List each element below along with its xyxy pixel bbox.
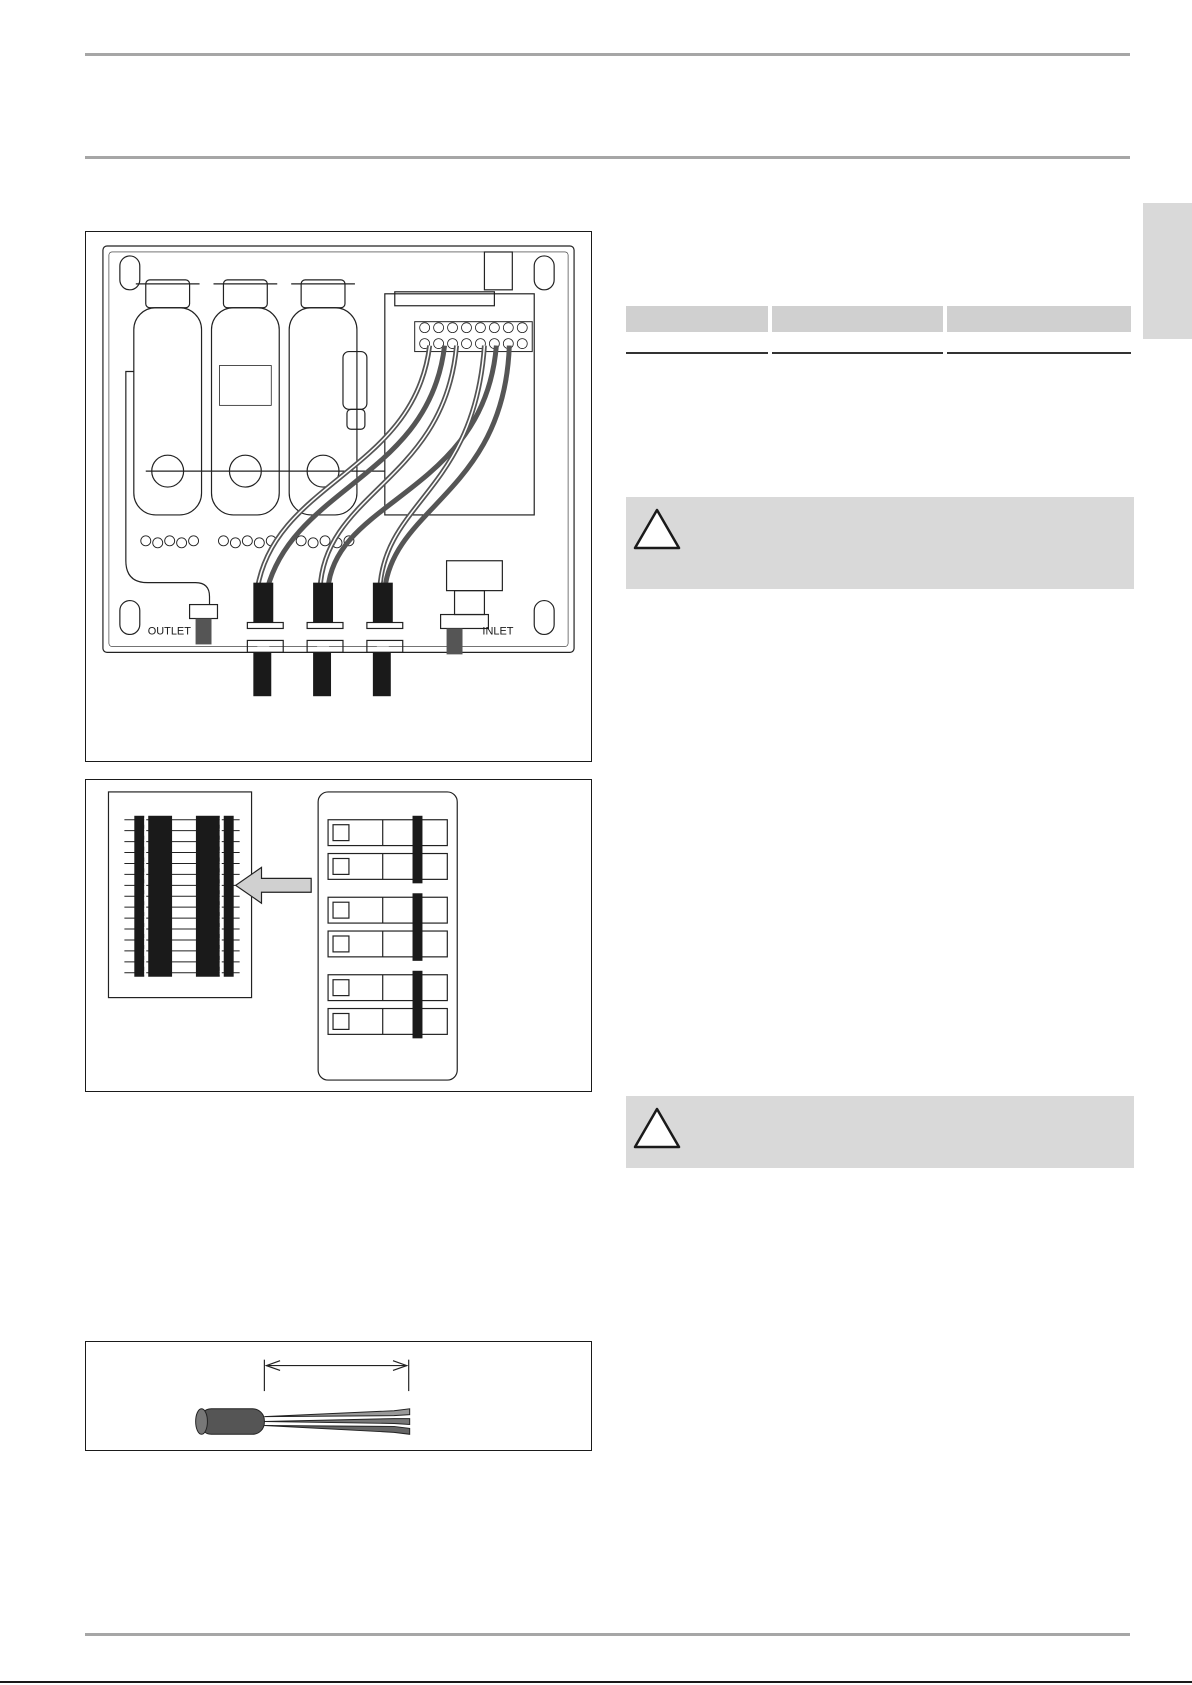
figure-cable-strip-length [85,1341,592,1451]
table-header-cell-1 [626,306,768,332]
breaker-panel-drawing [86,780,591,1091]
section-side-tab [1143,203,1192,339]
table-row-divider-1 [626,352,768,354]
page-corner-mark [0,1681,1192,1683]
figure-breaker-panel [85,779,592,1092]
warning-triangle-icon [632,1106,682,1150]
table-row-divider-2 [772,352,943,354]
footer-rule [85,1633,1130,1636]
installation-drawing [86,232,591,761]
warning-box-1 [626,497,1134,589]
header-rule-bottom [85,156,1130,159]
warning-triangle-icon [632,507,682,551]
table-row-divider-3 [947,352,1131,354]
table-header-cell-2 [772,306,943,332]
outlet-label: OUTLET [147,625,191,638]
inlet-label: INLET [482,625,514,638]
warning-box-2 [626,1096,1134,1168]
cable-strip-drawing [86,1342,591,1450]
table-header-cell-3 [947,306,1131,332]
header-rule-top [85,53,1130,56]
figure-installation-drawing [85,231,592,762]
